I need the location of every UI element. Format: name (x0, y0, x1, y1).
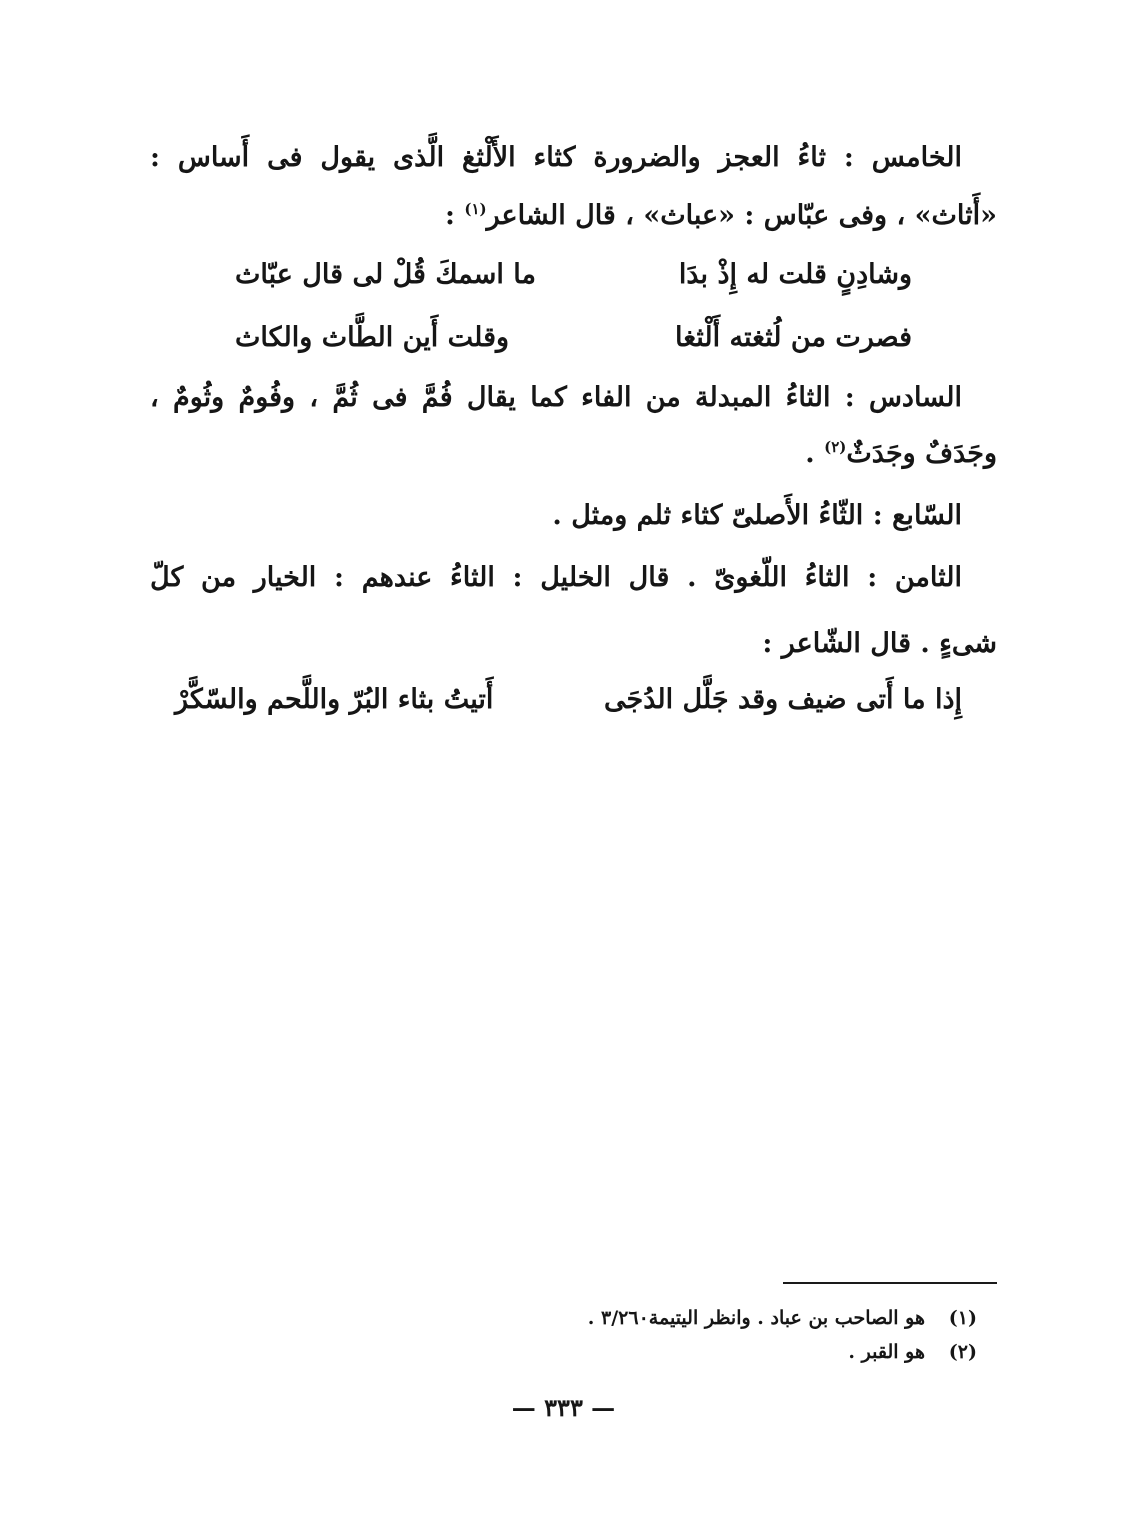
footnote-ref-2[interactable]: (٢) (824, 438, 847, 456)
verse3-hemistich1: إِذا ما أَتى ضيف وقد جَلَّل الدُجَى (604, 684, 962, 715)
footnote-1-number: (١) (948, 1307, 977, 1329)
verse3-hemistich2: أَتيتُ بثاء البُرّ واللَّحم والسّكَّرْ (175, 684, 494, 715)
footnote-ref-1[interactable]: (١) (464, 200, 487, 218)
para6-line1-text: السادس : الثاءُ المبدلة من الفاء كما يقال فُمَّ فى ثُمَّ ، وفُومٌ وثُومٌ ، (150, 382, 962, 413)
para6-line1 (150, 378, 962, 418)
para5-line2-text: «أَثاث» ، وفى عبّاس : «عباث» ، قال الشاعر (486, 200, 997, 231)
verse2-hemistich1: فصرت من لُثغته أَلْثغا (674, 322, 912, 353)
para5-line1 (150, 138, 962, 178)
para5-line2-end: : (444, 200, 465, 231)
footnote-separator (783, 1282, 997, 1284)
para7-line1-text: السّابع : الثّاءُ الأَصلىّ كثاء ثلم ومثل . (552, 500, 962, 531)
para5-line2 (445, 196, 997, 236)
verse1-hemistich1: وشادِنٍ قلت له إِذْ بدَا (678, 259, 912, 290)
footnote-2 (848, 1339, 977, 1365)
para6-line2 (805, 434, 997, 474)
para7-line1 (552, 496, 962, 536)
footnote-2-number: (٢) (948, 1341, 977, 1363)
para8-line2-text: شىءٍ . قال الشّاعر : (762, 628, 997, 659)
para6-line2-text: وجَدَفٌ وجَدَثٌ (846, 438, 997, 469)
footnote-1-text: هو الصاحب بن عباد . وانظر اليتيمة٣/٢٦٠ . (587, 1307, 925, 1329)
footnote-2-text: هو القبر . (848, 1341, 925, 1363)
page-number: — ٣٣٣ — (511, 1393, 616, 1422)
para8-line1-text: الثامن : الثاءُ اللّغوىّ . قال الخليل : الثاءُ عندهم : الخيار من كلّ (150, 562, 962, 593)
verse1-hemistich2: ما اسمكَ قُلْ لى قال عبّاث (235, 259, 536, 290)
verse2-hemistich2: وقلت أَين الطَّاث والكاث (235, 322, 510, 353)
para8-line1 (150, 558, 962, 598)
para8-line2 (762, 624, 997, 664)
para6-line2-end: . (805, 438, 825, 469)
footnote-1 (588, 1305, 977, 1331)
para5-line1-text: الخامس : ثاءُ العجز والضرورة كثاء الأَلْثغ الَّذى يقول فى أَساس : (150, 142, 962, 173)
